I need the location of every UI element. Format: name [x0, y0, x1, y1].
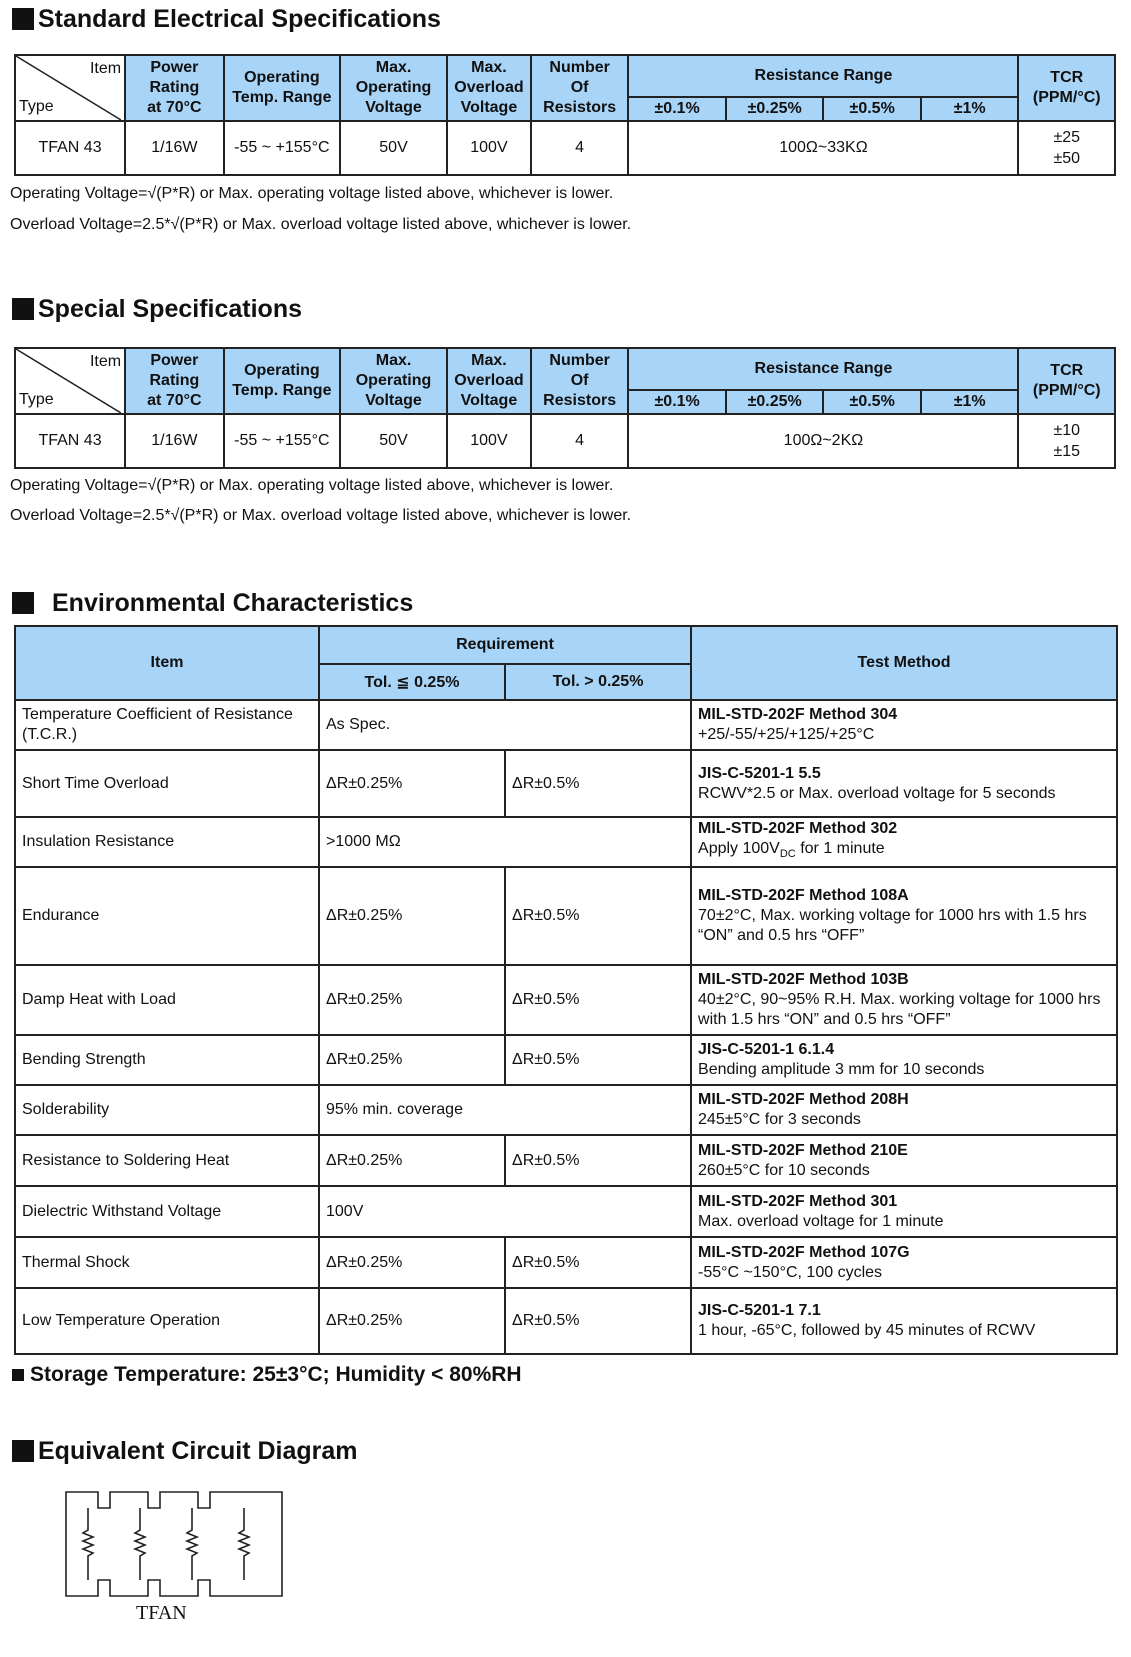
max-op-cell: 50V	[340, 414, 447, 468]
item-label: Item	[89, 60, 122, 77]
max-ov-cell: 100V	[447, 121, 531, 175]
power-header: Power Rating at 70°C	[125, 55, 224, 121]
test-method-header: Test Method	[691, 626, 1117, 700]
temp-header: Operating Temp. Range	[224, 348, 340, 414]
tol-0-1-header: ±0.1%	[628, 390, 726, 414]
env-req-cell: As Spec.	[319, 700, 691, 750]
tol-0-5-header: ±0.5%	[823, 97, 921, 121]
env-item-cell: Low Temperature Operation	[15, 1288, 319, 1354]
env-table	[14, 625, 1118, 1355]
temp-cell: -55 ~ +155°C	[224, 121, 340, 175]
range-cell: 100Ω~2KΩ	[628, 414, 1018, 468]
table-row	[15, 1035, 1117, 1085]
env-item-cell: Thermal Shock	[15, 1237, 319, 1288]
env-high-cell: ΔR±0.5%	[505, 1035, 691, 1085]
type-cell: TFAN 43	[15, 414, 125, 468]
equivalent-circuit-diagram	[64, 1490, 284, 1598]
table-row	[15, 1135, 1117, 1186]
max-op-header: Max. Operating Voltage	[340, 55, 447, 121]
env-method-cell: MIL-STD-202F Method 103B 40±2°C, 90~95% R.H. Max. working voltage for 1000 hrs with 1.5 hrs “ON” and 0.5 hrs “OFF”	[691, 965, 1117, 1035]
env-method-cell: MIL-STD-202F Method 302 Apply $100V_{DC}$ for 1 minute	[691, 817, 1117, 867]
ov-voltage-note: Overload Voltage=2.5*√(P*R) or Max. overload voltage listed above, whichever is lower.	[10, 216, 632, 233]
tol-0-5-header: ±0.5%	[823, 390, 921, 414]
power-header: Power Rating at 70°C	[125, 348, 224, 414]
env-item-cell: Bending Strength	[15, 1035, 319, 1085]
resistor-2	[135, 1508, 145, 1580]
env-item-cell: Insulation Resistance	[15, 817, 319, 867]
resistance-range-header: Resistance Range	[628, 348, 1018, 390]
env-item-cell: Dielectric Withstand Voltage	[15, 1186, 319, 1237]
env-high-cell: ΔR±0.5%	[505, 1288, 691, 1354]
square-bullet-icon	[12, 1369, 24, 1381]
env-item-header: Item	[15, 626, 319, 700]
special-spec-title: Special Specifications	[38, 295, 302, 323]
circuit-heading	[12, 1436, 358, 1466]
ov-voltage-note: Overload Voltage=2.5*√(P*R) or Max. overload voltage listed above, whichever is lower.	[10, 507, 632, 524]
resistor-4	[239, 1508, 249, 1580]
env-high-cell: ΔR±0.5%	[505, 1135, 691, 1186]
square-bullet-icon	[12, 1440, 34, 1462]
env-item-cell: Temperature Coefficient of Resistance (T.C.R.)	[15, 700, 319, 750]
env-method-cell: JIS-C-5201-1 7.1 1 hour, -65°C, followed by 45 minutes of RCWV	[691, 1288, 1117, 1354]
tol-low-header: Tol. ≦ 0.25%	[319, 664, 505, 700]
table-row	[15, 1237, 1117, 1288]
env-req-cell: 95% min. coverage	[319, 1085, 691, 1135]
env-item-cell: Damp Heat with Load	[15, 965, 319, 1035]
env-item-cell: Short Time Overload	[15, 750, 319, 817]
number-cell: 4	[531, 121, 629, 175]
number-cell: 4	[531, 414, 629, 468]
tol-0-1-header: ±0.1%	[628, 97, 726, 121]
max-ov-cell: 100V	[447, 414, 531, 468]
table-row	[15, 817, 1117, 867]
requirement-header: Requirement	[319, 626, 691, 664]
standard-spec-heading	[12, 4, 441, 34]
temp-cell: -55 ~ +155°C	[224, 414, 340, 468]
env-low-cell: ΔR±0.25%	[319, 965, 505, 1035]
env-low-cell: ΔR±0.25%	[319, 1135, 505, 1186]
env-method-cell: MIL-STD-202F Method 301 Max. overload voltage for 1 minute	[691, 1186, 1117, 1237]
max-op-header: Max. Operating Voltage	[340, 348, 447, 414]
max-ov-header: Max. Overload Voltage	[447, 348, 531, 414]
table-row	[15, 700, 1117, 750]
power-cell: 1/16W	[125, 121, 224, 175]
table-row	[15, 1186, 1117, 1237]
env-high-cell: ΔR±0.5%	[505, 965, 691, 1035]
type-label: Type	[19, 98, 54, 115]
type-label: Type	[19, 391, 54, 408]
op-voltage-note: Operating Voltage=√(P*R) or Max. operating voltage listed above, whichever is lower.	[10, 477, 614, 494]
env-method-cell: MIL-STD-202F Method 107G -55°C ~150°C, 100 cycles	[691, 1237, 1117, 1288]
item-type-header	[15, 348, 125, 414]
tcr-header: TCR (PPM/°C)	[1018, 348, 1115, 414]
env-method-cell: MIL-STD-202F Method 210E 260±5°C for 10 seconds	[691, 1135, 1117, 1186]
env-low-cell: ΔR±0.25%	[319, 750, 505, 817]
max-ov-header: Max. Overload Voltage	[447, 55, 531, 121]
special-spec-heading	[12, 294, 302, 324]
resistor-3	[187, 1508, 197, 1580]
env-low-cell: ΔR±0.25%	[319, 1288, 505, 1354]
item-label: Item	[89, 353, 122, 370]
circuit-title: Equivalent Circuit Diagram	[38, 1437, 358, 1465]
env-method-cell: MIL-STD-202F Method 108A 70±2°C, Max. working voltage for 1000 hrs with 1.5 hrs “ON” and 0.5 hrs “OFF”	[691, 867, 1117, 965]
tcr-cell: ±10 ±15	[1018, 414, 1115, 468]
table-row	[15, 414, 1115, 468]
env-method-cell: MIL-STD-202F Method 208H 245±5°C for 3 seconds	[691, 1085, 1117, 1135]
square-bullet-icon	[12, 298, 34, 320]
special-spec-table	[14, 347, 1116, 469]
item-type-header	[15, 55, 125, 121]
resistor-1	[83, 1508, 93, 1580]
tol-0-25-header: ±0.25%	[726, 390, 824, 414]
number-header: Number Of Resistors	[531, 55, 629, 121]
power-cell: 1/16W	[125, 414, 224, 468]
max-op-cell: 50V	[340, 121, 447, 175]
standard-spec-table	[14, 54, 1116, 176]
circuit-label: TFAN	[136, 1602, 187, 1624]
env-title: Environmental Characteristics	[52, 589, 414, 617]
type-cell: TFAN 43	[15, 121, 125, 175]
env-high-cell: ΔR±0.5%	[505, 867, 691, 965]
table-row	[15, 1085, 1117, 1135]
square-bullet-icon	[12, 8, 34, 30]
table-row	[15, 750, 1117, 817]
storage-note	[12, 1363, 522, 1387]
env-heading	[12, 588, 413, 618]
env-item-cell: Endurance	[15, 867, 319, 965]
resistance-range-header: Resistance Range	[628, 55, 1018, 97]
op-voltage-note: Operating Voltage=√(P*R) or Max. operating voltage listed above, whichever is lower.	[10, 185, 614, 202]
env-req-cell: 100V	[319, 1186, 691, 1237]
number-header: Number Of Resistors	[531, 348, 629, 414]
tcr-header: TCR (PPM/°C)	[1018, 55, 1115, 121]
env-req-cell: >1000 MΩ	[319, 817, 691, 867]
table-row	[15, 121, 1115, 175]
env-item-cell: Solderability	[15, 1085, 319, 1135]
tol-1-header: ±1%	[921, 390, 1019, 414]
square-bullet-icon	[12, 592, 34, 614]
circuit-outline	[66, 1492, 282, 1596]
env-high-cell: ΔR±0.5%	[505, 1237, 691, 1288]
env-method-cell: JIS-C-5201-1 6.1.4 Bending amplitude 3 mm for 10 seconds	[691, 1035, 1117, 1085]
standard-spec-title: Standard Electrical Specifications	[38, 5, 441, 33]
table-row	[15, 1288, 1117, 1354]
tol-high-header: Tol. > 0.25%	[505, 664, 691, 700]
env-item-cell: Resistance to Soldering Heat	[15, 1135, 319, 1186]
tol-1-header: ±1%	[921, 97, 1019, 121]
tol-0-25-header: ±0.25%	[726, 97, 824, 121]
range-cell: 100Ω~33KΩ	[628, 121, 1018, 175]
table-row	[15, 965, 1117, 1035]
table-row	[15, 867, 1117, 965]
env-low-cell: ΔR±0.25%	[319, 867, 505, 965]
env-method-cell: JIS-C-5201-1 5.5 RCWV*2.5 or Max. overload voltage for 5 seconds	[691, 750, 1117, 817]
storage-text: Storage Temperature: 25±3°C; Humidity < 80%RH	[30, 1363, 522, 1386]
env-high-cell: ΔR±0.5%	[505, 750, 691, 817]
env-low-cell: ΔR±0.25%	[319, 1237, 505, 1288]
temp-header: Operating Temp. Range	[224, 55, 340, 121]
env-method-cell: MIL-STD-202F Method 304 +25/-55/+25/+125/+25°C	[691, 700, 1117, 750]
env-low-cell: ΔR±0.25%	[319, 1035, 505, 1085]
tcr-cell: ±25 ±50	[1018, 121, 1115, 175]
